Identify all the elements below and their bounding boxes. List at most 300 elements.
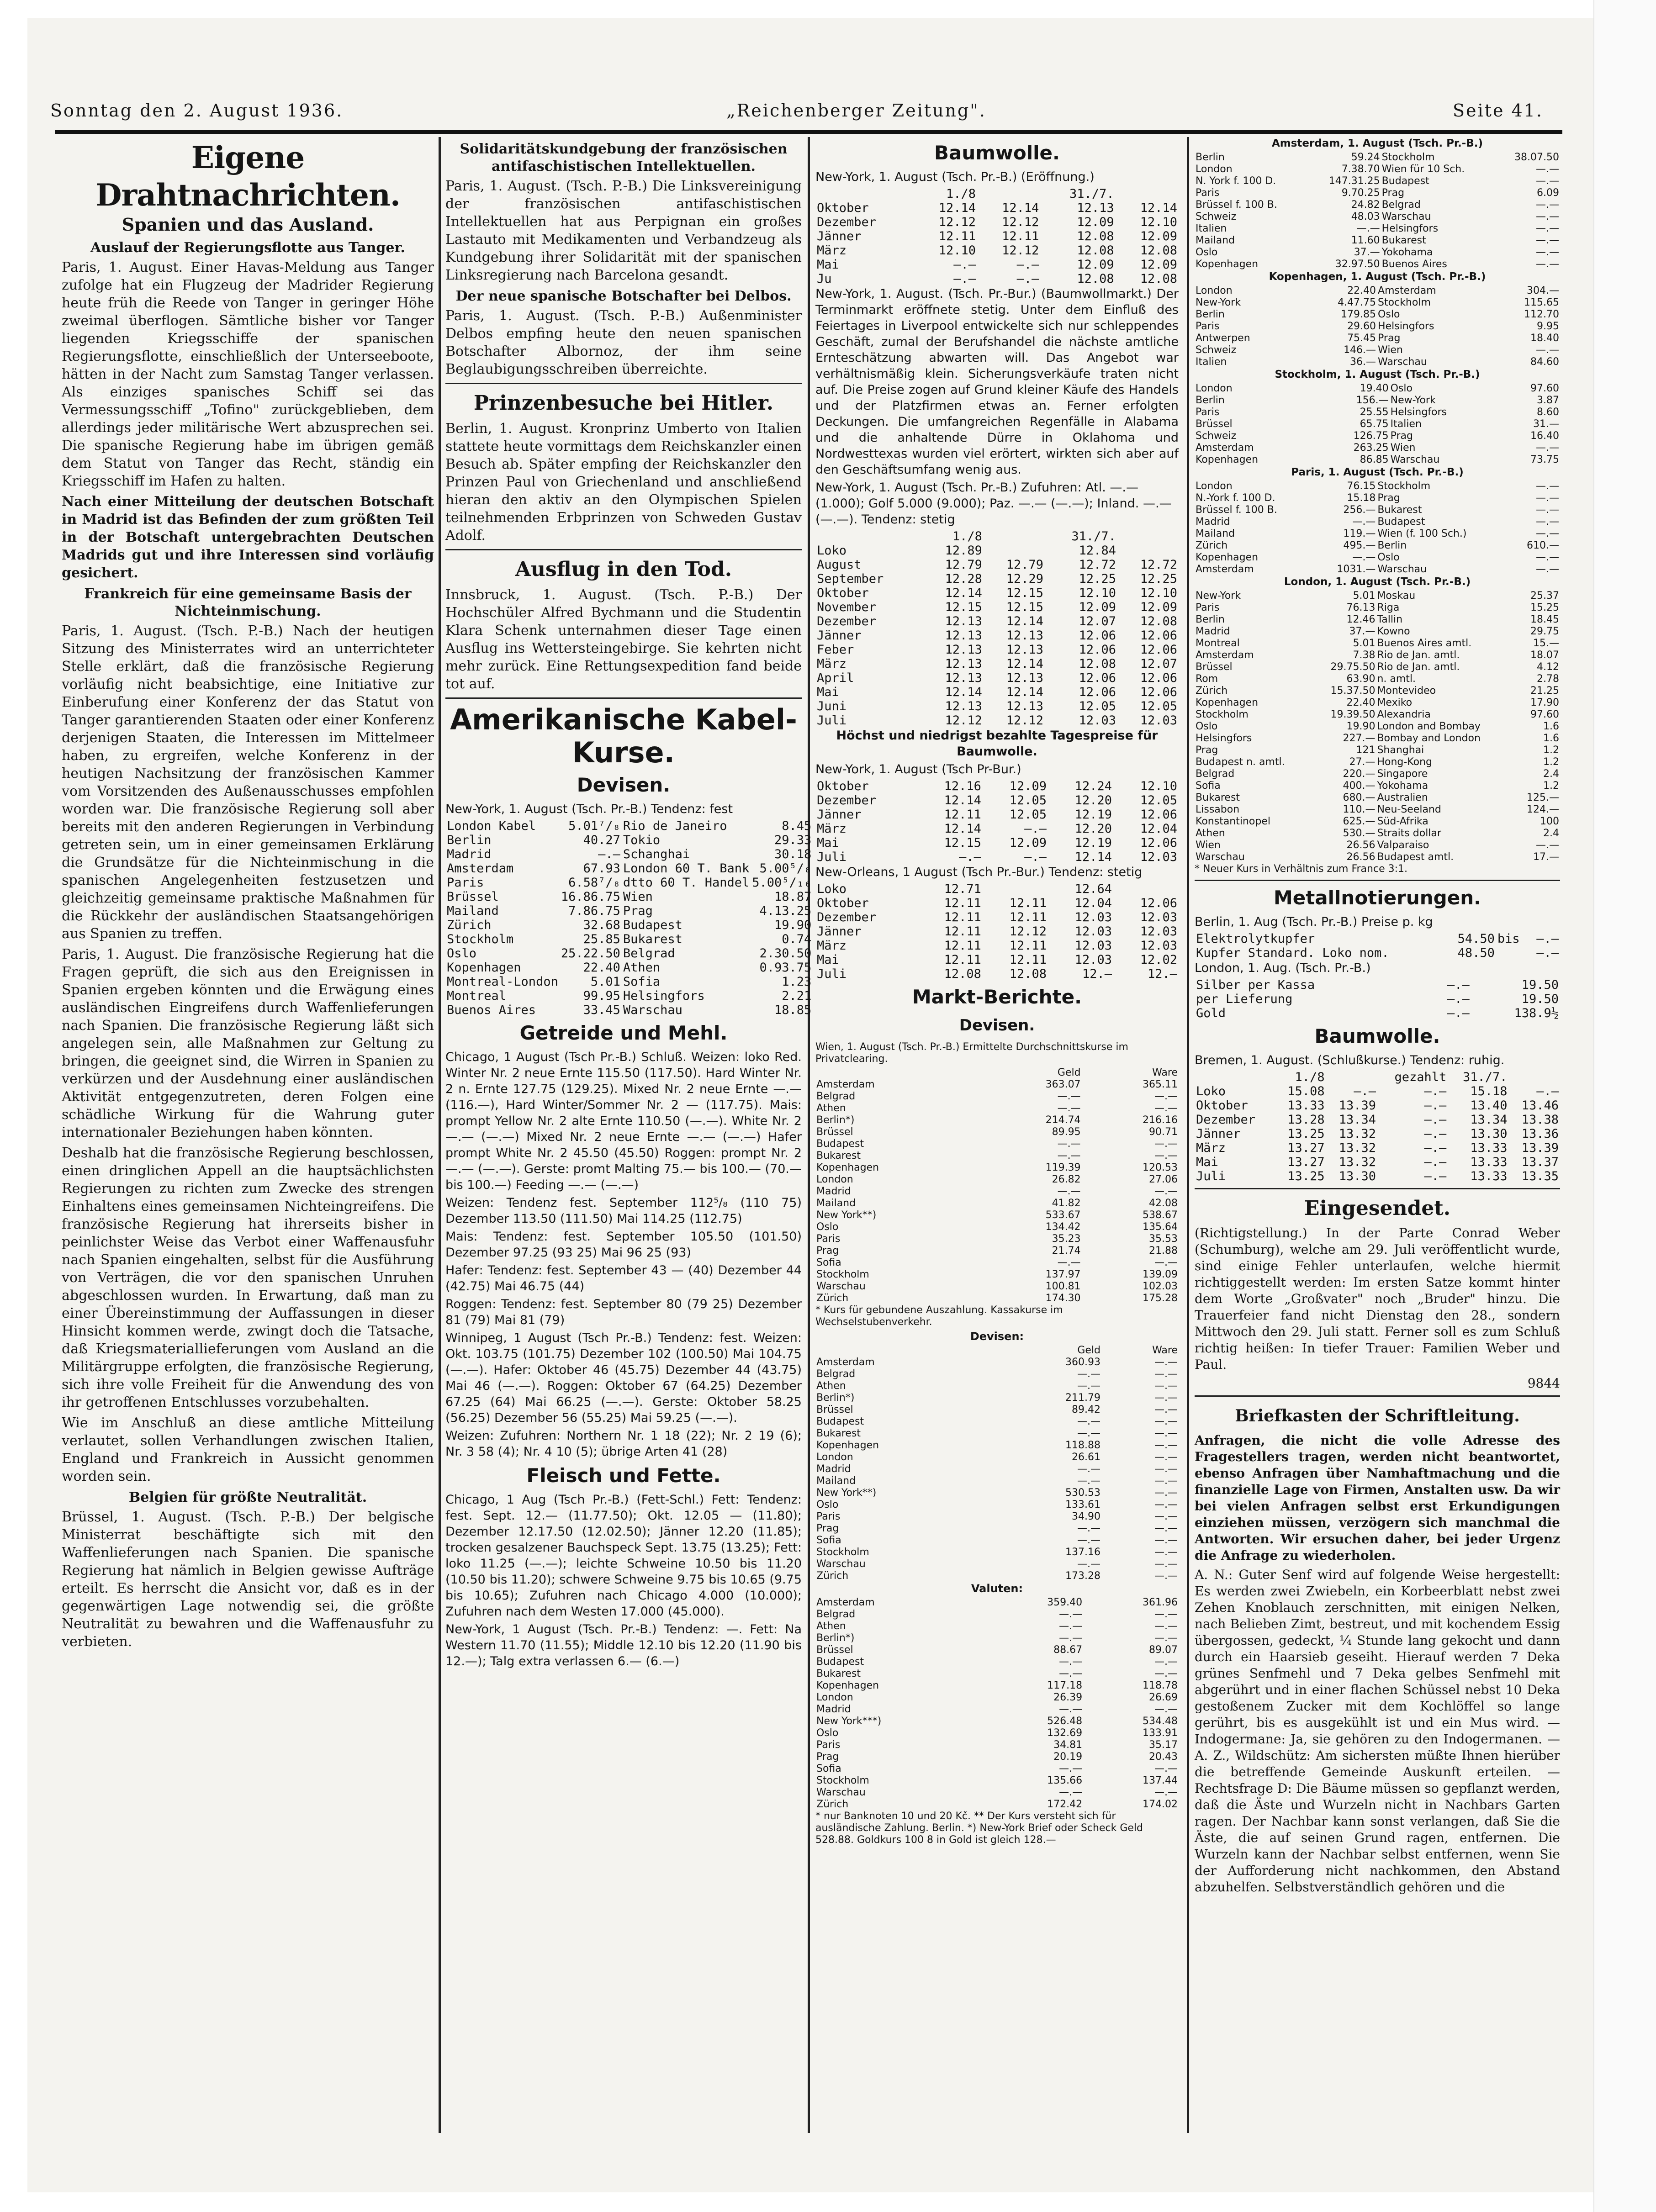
table-cell: Stockholm (1377, 480, 1431, 492)
table-cell: 2.4 (1543, 828, 1559, 839)
table-cell: Athen (623, 961, 661, 975)
table-row (1195, 946, 1560, 960)
table-row (1195, 516, 1560, 528)
table-cell: n. amtl. (1377, 673, 1416, 685)
table-cell: —.— (1154, 1440, 1178, 1451)
table-row (815, 1150, 1179, 1162)
table-cell: —.— (1077, 1523, 1101, 1534)
table-cell: 133.61 (1065, 1499, 1101, 1510)
table-row (1195, 839, 1560, 851)
table-cell: —.— (1536, 344, 1559, 356)
table-cell: Gold (1196, 1006, 1226, 1020)
table-cell: —.— (1154, 1656, 1178, 1668)
table-cell: Bukarest (816, 1150, 861, 1161)
table-cell: 538.67 (1143, 1209, 1178, 1221)
table-cell: 12.14 (1140, 201, 1177, 215)
table-cell: Jänner (817, 924, 862, 939)
table-cell: 26.82 (1052, 1174, 1081, 1185)
table-cell: Oktober (1196, 1098, 1248, 1113)
table-cell: 12.05 (1140, 699, 1177, 713)
table-cell: 67.93 (583, 861, 620, 876)
table-cell: 0.93.75 (759, 961, 812, 975)
table-cell: 12.15 (945, 600, 982, 614)
table-cell: 135.66 (1047, 1775, 1083, 1786)
table-cell: 12.15 (944, 836, 981, 850)
table-cell: 12.08 (1077, 272, 1114, 286)
table-cell: 13.39 (1339, 1098, 1376, 1113)
table-cell: 12.25 (1140, 572, 1177, 586)
table-row (815, 1416, 1179, 1428)
table-header-cell (984, 529, 1045, 544)
table-row (815, 1126, 1179, 1138)
column-rule (439, 137, 441, 2133)
table-cell: 12.16 (944, 779, 981, 793)
table-cell: 13.35 (1521, 1169, 1559, 1183)
table-cell: 1.2 (1543, 780, 1559, 792)
table-cell: 5.01⁷/₈ (568, 819, 620, 833)
table-cell: Budapest (816, 1656, 864, 1668)
table-cell: 12.71 (944, 882, 981, 896)
table-cell: 12.02 (1140, 953, 1177, 967)
table-cell: 13.25 (1287, 1127, 1325, 1141)
table-cell: 12.03 (1074, 924, 1112, 939)
table-cell: London (1196, 383, 1233, 394)
table-cell: 34.81 (1053, 1739, 1083, 1751)
table-row (815, 1138, 1179, 1150)
table-cell: 12.79 (1006, 558, 1043, 572)
table-cell: 25.22.50 (561, 946, 620, 961)
table-cell: —.— (1536, 516, 1559, 528)
table-row (1195, 733, 1560, 744)
table-cell: —.— (1057, 1103, 1081, 1114)
table-cell: 12.12 (1009, 924, 1047, 939)
table-cell: 12.05 (1009, 808, 1047, 822)
table-row (445, 904, 813, 918)
table-header-cell: 31./7. (1069, 187, 1114, 201)
table-row (1195, 321, 1560, 333)
market-report: Chicago, 1 August (Tsch Pr.-B.) Schluß. Weizen: loko Red. Winter Nr. 2 neue Ernte 115.50 (117.50). Hard Winter Nr. 2 n. Ernte 127.75 (129.25). Mixed Nr. 2 neue Ernte —.— (116.—), Hard Winter/Sommer Nr. 2 — (117.75). Mais: prompt Yellow Nr. 2 alte Ernte 110.50 (—.—). White Nr. 2 —.— (—.—) Mixed Nr. 2 neue Ernte —.— (—.—) Hafer prompt White Nr. 2 45.50 (45.50) Roggen: prompt Nr. 2 —.— (—.—). Gerste: promt Malting 75.— bis 100.— (70.— bis 100.—) Feeding —.— (—.—) (445, 1050, 802, 1192)
section-heading: Baumwolle. (1314, 1025, 1440, 1047)
table-cell: Prag (1196, 744, 1218, 756)
table-cell: Amsterdam (816, 1079, 875, 1090)
table-cell: 15.— (1533, 638, 1559, 649)
table-cell: 25.85 (583, 932, 620, 946)
table-cell: Kopenhagen (1196, 259, 1259, 270)
table-cell: Paris (1196, 602, 1220, 613)
table-row (1195, 175, 1560, 187)
table-row (1195, 407, 1560, 418)
table-row (815, 272, 1179, 286)
table-row (1195, 199, 1560, 211)
table-cell: Prag (623, 904, 653, 918)
table-cell: 12.09 (1079, 600, 1116, 614)
table-cell: Stockholm (816, 1775, 869, 1786)
table-cell: Kopenhagen (1196, 552, 1259, 563)
table-cell: 18.40 (1530, 333, 1559, 344)
article-paragraph: (Richtigstellung.) In der Parte Conrad Weber (Schumburg), welche am 29. Juli veröffentlicht wurde, sind einige Fehler unterlaufen, welche hiermit richtiggestellt werden: Im ersten Satze kommt hinter dem Worte „Großvater" noch „Bruder" hinzu. Die Trauerfeier fand nicht Dienstag den 28., sondern Mittwoch den 29. Juli statt. Ferner soll es zum Schluß richtig heißen: In tiefer Trauer: Familien Weber und Paul. (1195, 1225, 1560, 1372)
table-cell: 12.03 (1140, 939, 1177, 953)
table-cell: 5.01 (1353, 590, 1376, 602)
table-cell: Oslo (816, 1499, 839, 1510)
table-cell: Neu-Seeland (1377, 804, 1441, 815)
table-cell: 12.14 (1002, 201, 1039, 215)
table-cell: 12.19 (1074, 836, 1112, 850)
table-row (1195, 649, 1560, 661)
table-cell: Bukarest (1377, 504, 1422, 516)
table-row (1195, 1155, 1560, 1169)
table-cell: 12.06 (1079, 685, 1116, 699)
table-cell: Kopenhagen (1196, 697, 1259, 708)
table-cell: —.— (1154, 1091, 1178, 1102)
table-cell: Oslo (1378, 309, 1400, 320)
table-cell: 5.01 (1353, 638, 1376, 649)
table-cell: 12.11 (938, 229, 976, 243)
table-cell: 15.08 (1287, 1084, 1325, 1098)
table-row (815, 779, 1179, 793)
table-cell: Warschau (816, 1787, 866, 1798)
column-rule (808, 137, 810, 2133)
table-cell: 37.— (1349, 626, 1376, 637)
table-cell: 12.13 (945, 671, 982, 685)
table-cell: 21.25 (1530, 685, 1559, 697)
article-heading: Briefkasten der Schriftleitung. (1235, 1406, 1520, 1425)
table-cell: Zürich (1196, 685, 1228, 697)
table-cell: 13.25 (1287, 1169, 1325, 1183)
table-cell: Kopenhagen (447, 961, 521, 975)
table-row (815, 1162, 1179, 1174)
table-cell: 256.— (1343, 504, 1376, 516)
table-row (815, 1656, 1179, 1668)
table-row (815, 215, 1179, 229)
article-paragraph: Paris, 1. August. (Tsch. P.-B.) Nach der heutigen Sitzung des Ministerrates wird an unterrichteter Stelle erklärt, daß die französische Regierung vorläufig nicht beabsichtige, eine Initiative zur Einberufung einer Konferenz der das Statut von Tanger garantierenden Staaten oder einer Konferenz derjenigen Staaten, die Interessen im Mittelmeer haben, zu ergreifen, welche Konferenz in der heutigen Nachsitzung der französischen Kammer vom Vorsitzenden des Außenausschusses empfohlen worden war. Die französische Regierung soll aber bereits mit den anderen Regierungen in Verbindung getreten sein, um in einer gemeinsamen Erklärung die Grundsätze für die Nichteinmischung in die spanischen Angelegenheiten festzusetzen und gleichzeitig gemeinsame praktische Maßnahmen für die Rückkehr der ausländischen Staatsangehörigen aus Spanien zu treffen. (62, 623, 434, 942)
market-report: Hafer: Tendenz: fest. September 43 — (40) Dezember 44 (42.75) Mai 46.75 (44) (445, 1263, 802, 1293)
table-cell: —.— (1424, 1141, 1447, 1155)
divider (445, 697, 802, 699)
table-cell: 9.70.25 (1341, 187, 1380, 199)
table-cell: 1.2 (1543, 744, 1559, 756)
table-cell: —.— (1536, 932, 1559, 946)
table-cell: Sofia (816, 1535, 841, 1546)
table-cell: 137.97 (1045, 1269, 1081, 1280)
table-header-cell (1195, 1070, 1275, 1084)
table-cell: Montevideo (1377, 685, 1436, 697)
table-row (815, 1511, 1179, 1523)
table-cell: 36.— (1350, 356, 1376, 368)
market-meta: New-York, 1. August (Tsch Pr-Bur.) (815, 762, 1021, 776)
table-cell: 363.07 (1045, 1079, 1081, 1090)
table-row (815, 1079, 1179, 1091)
table-cell: —.— (1536, 259, 1559, 270)
table-cell: —.— (1154, 1380, 1178, 1392)
table-header-cell: 1./8 (952, 529, 982, 544)
table-cell: 29.75.50 (1330, 661, 1376, 673)
table-row (1195, 247, 1560, 259)
exchange-rates-table (815, 1067, 1179, 1304)
table-cell: Zürich (1196, 540, 1228, 551)
table-cell: März (817, 243, 847, 258)
table-cell: —.— (1077, 1416, 1101, 1427)
table-cell: 12.05 (1079, 699, 1116, 713)
table-row (815, 1404, 1179, 1416)
cotton-table (815, 187, 1179, 286)
table-cell: 13.27 (1287, 1141, 1325, 1155)
table-cell: Oktober (817, 201, 869, 215)
table-cell: 12.14 (1006, 614, 1043, 628)
section-heading: Fleisch und Fette. (526, 1464, 721, 1487)
table-header-cell: 1./8 (1295, 1070, 1325, 1084)
table-cell: —.— (1057, 1138, 1081, 1150)
exchange-city-heading: Kopenhagen, 1. August (Tsch. Pr.-B.) (1269, 271, 1486, 283)
table-cell: —.— (1447, 1006, 1470, 1020)
table-cell: Singapore (1377, 768, 1428, 780)
table-cell: 15.37.50 (1330, 685, 1376, 697)
table-cell: —.— (1352, 552, 1376, 563)
table-cell: 5.00⁵/₈ (759, 861, 812, 876)
table-cell: Brüssel f. 100 B. (1196, 199, 1277, 211)
table-row (445, 961, 813, 975)
table-cell: 41.82 (1052, 1198, 1081, 1209)
table-cell: Stockholm (1196, 709, 1249, 720)
table-cell: Schanghai (623, 847, 690, 861)
table-cell: Kowno (1377, 626, 1410, 637)
table-row (1195, 540, 1560, 552)
table-cell: Berlin (1196, 309, 1225, 320)
divider (445, 383, 802, 384)
table-cell: 12.12 (1006, 713, 1043, 728)
table-cell: —.— (1059, 1609, 1083, 1620)
table-cell: 534.48 (1143, 1716, 1178, 1727)
table-cell: 360.93 (1065, 1357, 1101, 1368)
table-cell: Berlin (1196, 395, 1225, 406)
table-cell: —.— (1154, 1257, 1178, 1268)
market-report: Weizen: Tendenz fest. September 112⁵/₈ (110 75) Dezember 113.50 (111.50) Mai 114.25 (112.75) (445, 1196, 802, 1226)
table-cell: 13.32 (1339, 1141, 1376, 1155)
table-row (815, 896, 1179, 910)
table-cell: —.— (1077, 1380, 1101, 1392)
article-heading: Ausflug in den Tod. (515, 558, 732, 581)
table-cell: 220.— (1343, 768, 1376, 780)
market-meta: New-Orleans, 1 August (Tsch Pr.-Bur.) Tendenz: stetig (815, 865, 1143, 879)
table-cell: 2.78 (1537, 673, 1559, 685)
table-row (445, 890, 813, 904)
table-cell: Warschau (1390, 454, 1440, 465)
cotton-table (815, 529, 1179, 728)
table-cell: Paris (816, 1511, 841, 1522)
table-cell: Yokohama (1381, 247, 1433, 258)
divider (1195, 1188, 1560, 1189)
table-cell: 13.38 (1521, 1113, 1559, 1127)
table-cell (983, 882, 1048, 896)
table-cell: Berlin*) (816, 1114, 855, 1126)
table-cell: 12.03 (1140, 850, 1177, 864)
table-cell: 22.40 (1347, 285, 1376, 296)
table-cell: 12.10 (938, 243, 976, 258)
table-cell (1496, 946, 1528, 960)
table-cell: Belgrad (1381, 199, 1421, 211)
table-cell: Belgrad (816, 1609, 856, 1620)
table-header-cell (815, 1067, 984, 1079)
table-cell: 19.39.50 (1330, 709, 1376, 720)
table-row (815, 1535, 1179, 1547)
table-cell: Athen (816, 1380, 846, 1392)
table-cell: —.— (1154, 1487, 1178, 1499)
table-cell: London (816, 1692, 853, 1703)
table-cell: 12.10 (1140, 779, 1177, 793)
table-cell: Ju (817, 272, 832, 286)
table-cell: 97.60 (1530, 709, 1559, 720)
table-cell (984, 544, 1045, 558)
table-cell: Amsterdam (816, 1597, 875, 1608)
table-cell: Budapest amtl. (1377, 851, 1454, 863)
table-cell: Kopenhagen (816, 1680, 879, 1691)
table-row (815, 953, 1179, 967)
table-cell: 12.09 (1009, 779, 1047, 793)
table-cell: —.— (1016, 272, 1039, 286)
table-cell: 12.29 (1006, 572, 1043, 586)
table-cell: 495.— (1343, 540, 1376, 551)
table-cell: —.— (1536, 946, 1559, 960)
table-row (815, 910, 1179, 924)
table-row (815, 1440, 1179, 1452)
table-cell: Amsterdam (447, 861, 514, 876)
table-cell: 100 (1540, 816, 1559, 827)
table-cell: 12.25 (1079, 572, 1116, 586)
table-cell: 610.— (1527, 540, 1559, 551)
table-cell: —.— (1154, 1763, 1178, 1774)
article-paragraph: Wie im Anschluß an diese amtliche Mitteilung verlautet, sollen Verhandlungen zwischen Italien, England und Frankreich in Aussicht genommen worden sein. (62, 1415, 434, 1484)
table-cell: Warschau (623, 1003, 683, 1017)
exchange-rates-table (815, 1345, 1179, 1582)
table-cell: 12.14 (1006, 657, 1043, 671)
table-cell: London (1196, 164, 1233, 175)
table-cell: 13.34 (1339, 1113, 1376, 1127)
table-cell: 1.6 (1543, 733, 1559, 744)
table-cell: Wien (1390, 442, 1416, 454)
table-cell: 12.08 (1077, 243, 1114, 258)
table-cell: Dezember (817, 793, 877, 808)
table-row (815, 1428, 1179, 1440)
table-row (815, 1174, 1179, 1186)
table-cell: 19.90 (774, 918, 812, 932)
table-cell: Loko (817, 882, 847, 896)
table-cell: Kopenhagen (816, 1162, 879, 1173)
table-cell: 35.17 (1149, 1739, 1178, 1751)
table-cell: Bukarest (1196, 792, 1240, 803)
table-cell: Warschau (816, 1558, 866, 1570)
table-row (815, 713, 1179, 728)
table-row (815, 1221, 1179, 1233)
column-2 (445, 137, 812, 2133)
table-row (815, 572, 1179, 586)
table-row (815, 201, 1179, 215)
table-cell: März (1196, 1141, 1226, 1155)
table-cell: 117.18 (1047, 1680, 1083, 1691)
table-row (815, 1463, 1179, 1475)
table-cell: 12.79 (945, 558, 982, 572)
table-cell: 12.20 (1074, 822, 1112, 836)
table-cell: Juli (817, 967, 847, 981)
exchange-note: * Neuer Kurs in Verhältnis zum France 3:1. (1195, 863, 1407, 875)
table-cell: 7.38.70 (1341, 164, 1380, 175)
table-row (815, 1499, 1179, 1511)
table-cell: Paris (1196, 407, 1220, 418)
table-row (815, 1281, 1179, 1293)
table-row (1195, 590, 1560, 602)
table-cell: Athen (816, 1621, 846, 1632)
table-row (1195, 223, 1560, 235)
table-cell: 227.— (1343, 733, 1376, 744)
market-meta: Wien, 1. August (Tsch. Pr.-B.) Ermittelte Durchschnittskurse im Privatclearing. (815, 1041, 1128, 1065)
table-cell: Italien (1196, 223, 1227, 234)
table-cell: 400.— (1343, 780, 1376, 792)
table-cell: 12.06 (1079, 671, 1116, 685)
table-row (815, 1704, 1179, 1716)
table-cell: 30.18 (774, 847, 812, 861)
table-cell: Mai (1196, 1155, 1218, 1169)
table-row (815, 1597, 1179, 1609)
table-cell: 12.11 (1002, 229, 1039, 243)
table-cell: Warschau (1378, 356, 1427, 368)
table-header-cell: Ware (1152, 1067, 1178, 1078)
table-cell: Belgrad (816, 1091, 856, 1102)
table-cell: —.— (1536, 492, 1559, 504)
table-cell: Zürich (447, 918, 492, 932)
table-cell: Jänner (817, 628, 862, 643)
table-cell: 26.56 (1346, 839, 1376, 851)
table-cell: 18.07 (1530, 649, 1559, 661)
table-row (1195, 709, 1560, 721)
table-cell: 7.86.75 (568, 904, 620, 918)
table-cell: 147.31.25 (1328, 175, 1380, 187)
divider (445, 549, 802, 550)
table-row (815, 1692, 1179, 1704)
section-heading: Getreide und Mehl. (519, 1022, 728, 1044)
table-cell: 12.— (1082, 967, 1112, 981)
table-cell: 12.03 (1140, 924, 1177, 939)
table-cell: —.— (953, 272, 976, 286)
table-cell: —.— (1536, 480, 1559, 492)
table-cell: Jänner (817, 808, 862, 822)
table-row (445, 861, 813, 876)
cotton-table (1195, 1070, 1560, 1183)
article-paragraph: Brüssel, 1. August. (Tsch. P.-B.) Der belgische Ministerrat beschäftigte sich mit den Waffenlieferungen nach Spanien. Die spanische Regierung hat nämlich in Belgien gewisse Aufträge erteilt. Es herrscht die Ansicht vor, daß es in der gegenwärtigen Lage notwendig sei, die größte Neutralität zu bewahren und die Waffenausfuhr zu verbieten. (62, 1509, 434, 1650)
table-cell: 361.96 (1143, 1597, 1178, 1608)
table-row (815, 850, 1179, 864)
table-cell: —.— (1536, 1084, 1559, 1098)
table-header-row (815, 187, 1179, 201)
table-cell: Konstantinopel (1196, 816, 1271, 827)
metal-prices-table (1195, 978, 1560, 1020)
table-cell: 263.25 (1353, 442, 1389, 454)
table-cell: 15.18 (1470, 1084, 1508, 1098)
table-cell: 13.36 (1521, 1127, 1559, 1141)
article-paragraph: Paris, 1. August. Einer Havas-Meldung aus Tanger zufolge hat ein Flugzeug der Madrider Regierung heute früh die Reede von Tanger in geringer Höhe zweimal überflogen. Sämtliche bisher vor Tanger liegenden Kriegsschiffe der spanischen Regierungsflotte, einschließlich der Unterseeboote, hätten in der Nacht zum Samstag Tanger verlassen. Als einziges spanisches Schiff sei das Vermessungsschiff „Tofino" zurückgeblieben, dem allerdings jeder militärische Wert abzusprechen sei. Die spanische Regierung habe im übrigen gemäß dem Statut von Tanger das Recht, ständig ein Kriegsschiff im Hafen zu halten. (62, 259, 434, 489)
table-cell: 19.90 (1346, 721, 1376, 732)
table-row (445, 946, 813, 961)
cotton-table (815, 882, 1179, 981)
table-cell: Paris (447, 876, 484, 890)
table-cell: Prag (816, 1245, 839, 1256)
table-row (1195, 1127, 1560, 1141)
table-cell: Oktober (817, 779, 869, 793)
table-cell: 21.74 (1052, 1245, 1081, 1256)
table-cell: 75.45 (1347, 333, 1376, 344)
table-row (815, 1198, 1179, 1209)
table-row (815, 939, 1179, 953)
table-cell: 38.07.50 (1514, 152, 1559, 163)
table-cell: Warschau (1377, 564, 1427, 575)
table-cell: —.— (953, 258, 976, 272)
